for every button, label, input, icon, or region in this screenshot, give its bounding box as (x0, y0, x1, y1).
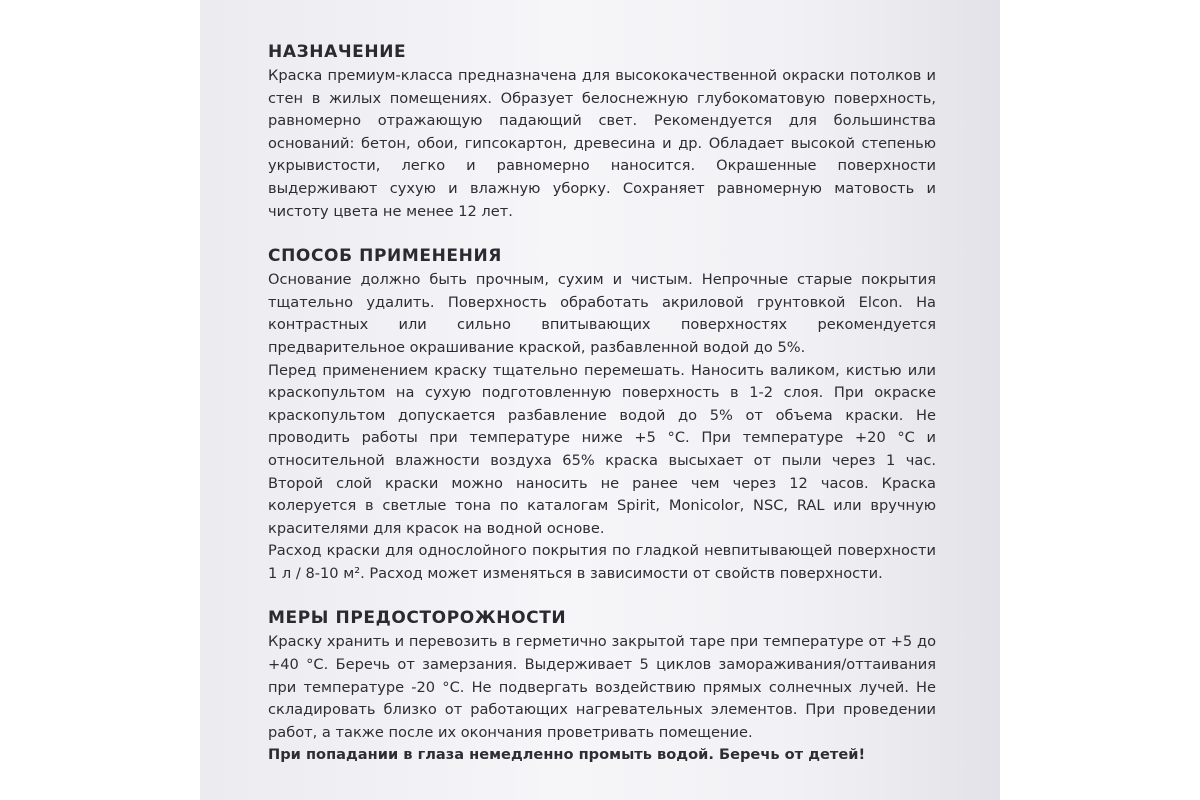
section-heading-precautions: МЕРЫ ПРЕДОСТОРОЖНОСТИ (268, 608, 567, 629)
section-precautions (268, 606, 936, 767)
application-paragraph-method: Перед применением краску тщательно перемешать. Наносить валиком, кистью или краскопультом на сухую подготовленную поверхность в 1-2 слоя. При окраске краскопультом допускается разбавление водой до 5% от объема краски. Не проводить работы при температуре ниже +5 °С. При температуре +20 °С и относительной влажности воздуха 65% краска высыхает от пыли через 1 час. Второй слой краски можно наносить не ранее чем через 12 часов. Краска колеруется в светлые тона по каталогам Spirit, Monicolor, NSC, RAL или вручную красителями для красок на водной основе. (268, 361, 936, 537)
application-paragraph-surface: Основание должно быть прочным, сухим и чистым. Непрочные старые покрытия тщательно удалить. Поверхность обработать акриловой грунтовкой Elcon. На контрастных или сильно впитывающих поверхностях рекомендуется предварительное окрашивание краской, разбавленной водой до 5%. (268, 271, 936, 356)
product-label-panel (200, 0, 1000, 800)
application-paragraph-consumption: Расход краски для однослойного покрытия по гладкой невпитывающей поверхности 1 л / 8-10 м². Расход может изменяться в зависимости от свойств поверхности. (268, 542, 936, 582)
section-application (268, 244, 936, 585)
product-description (268, 40, 936, 788)
purpose-paragraph: Краска премиум-класса предназначена для высококачественной окраски потолков и стен в жилых помещениях. Образует белоснежную глубокоматовую поверхность, равномерно отражающую падающий свет. Рекомендуется для большинства оснований: бетон, обои, гипсокартон, древесина и др. Обладает высокой степенью укрывистости, легко и равномерно наносится. Окрашенные поверхности выдерживают сухую и влажную уборку. Сохраняет равномерную матовость и чистоту цвета не менее 12 лет. (268, 67, 936, 220)
section-purpose (268, 40, 936, 223)
section-heading-purpose: НАЗНАЧЕНИЕ (268, 42, 407, 62)
section-heading-application: СПОСОБ ПРИМЕНЕНИЯ (268, 246, 502, 267)
safety-warning: При попадании в глаза немедленно промыть водой. Беречь от детей! (268, 746, 866, 764)
precautions-paragraph: Краску хранить и перевозить в герметично закрытой таре при температуре от +5 до +40 °С. Беречь от замерзания. Выдерживает 5 циклов замораживания/оттаивания при температуре -20 °С. Не подвергать воздействию прямых солнечных лучей. Не складировать близко от работающих нагревательных элементов. При проведении работ, а также после их окончания проветривать помещение. (268, 633, 936, 741)
